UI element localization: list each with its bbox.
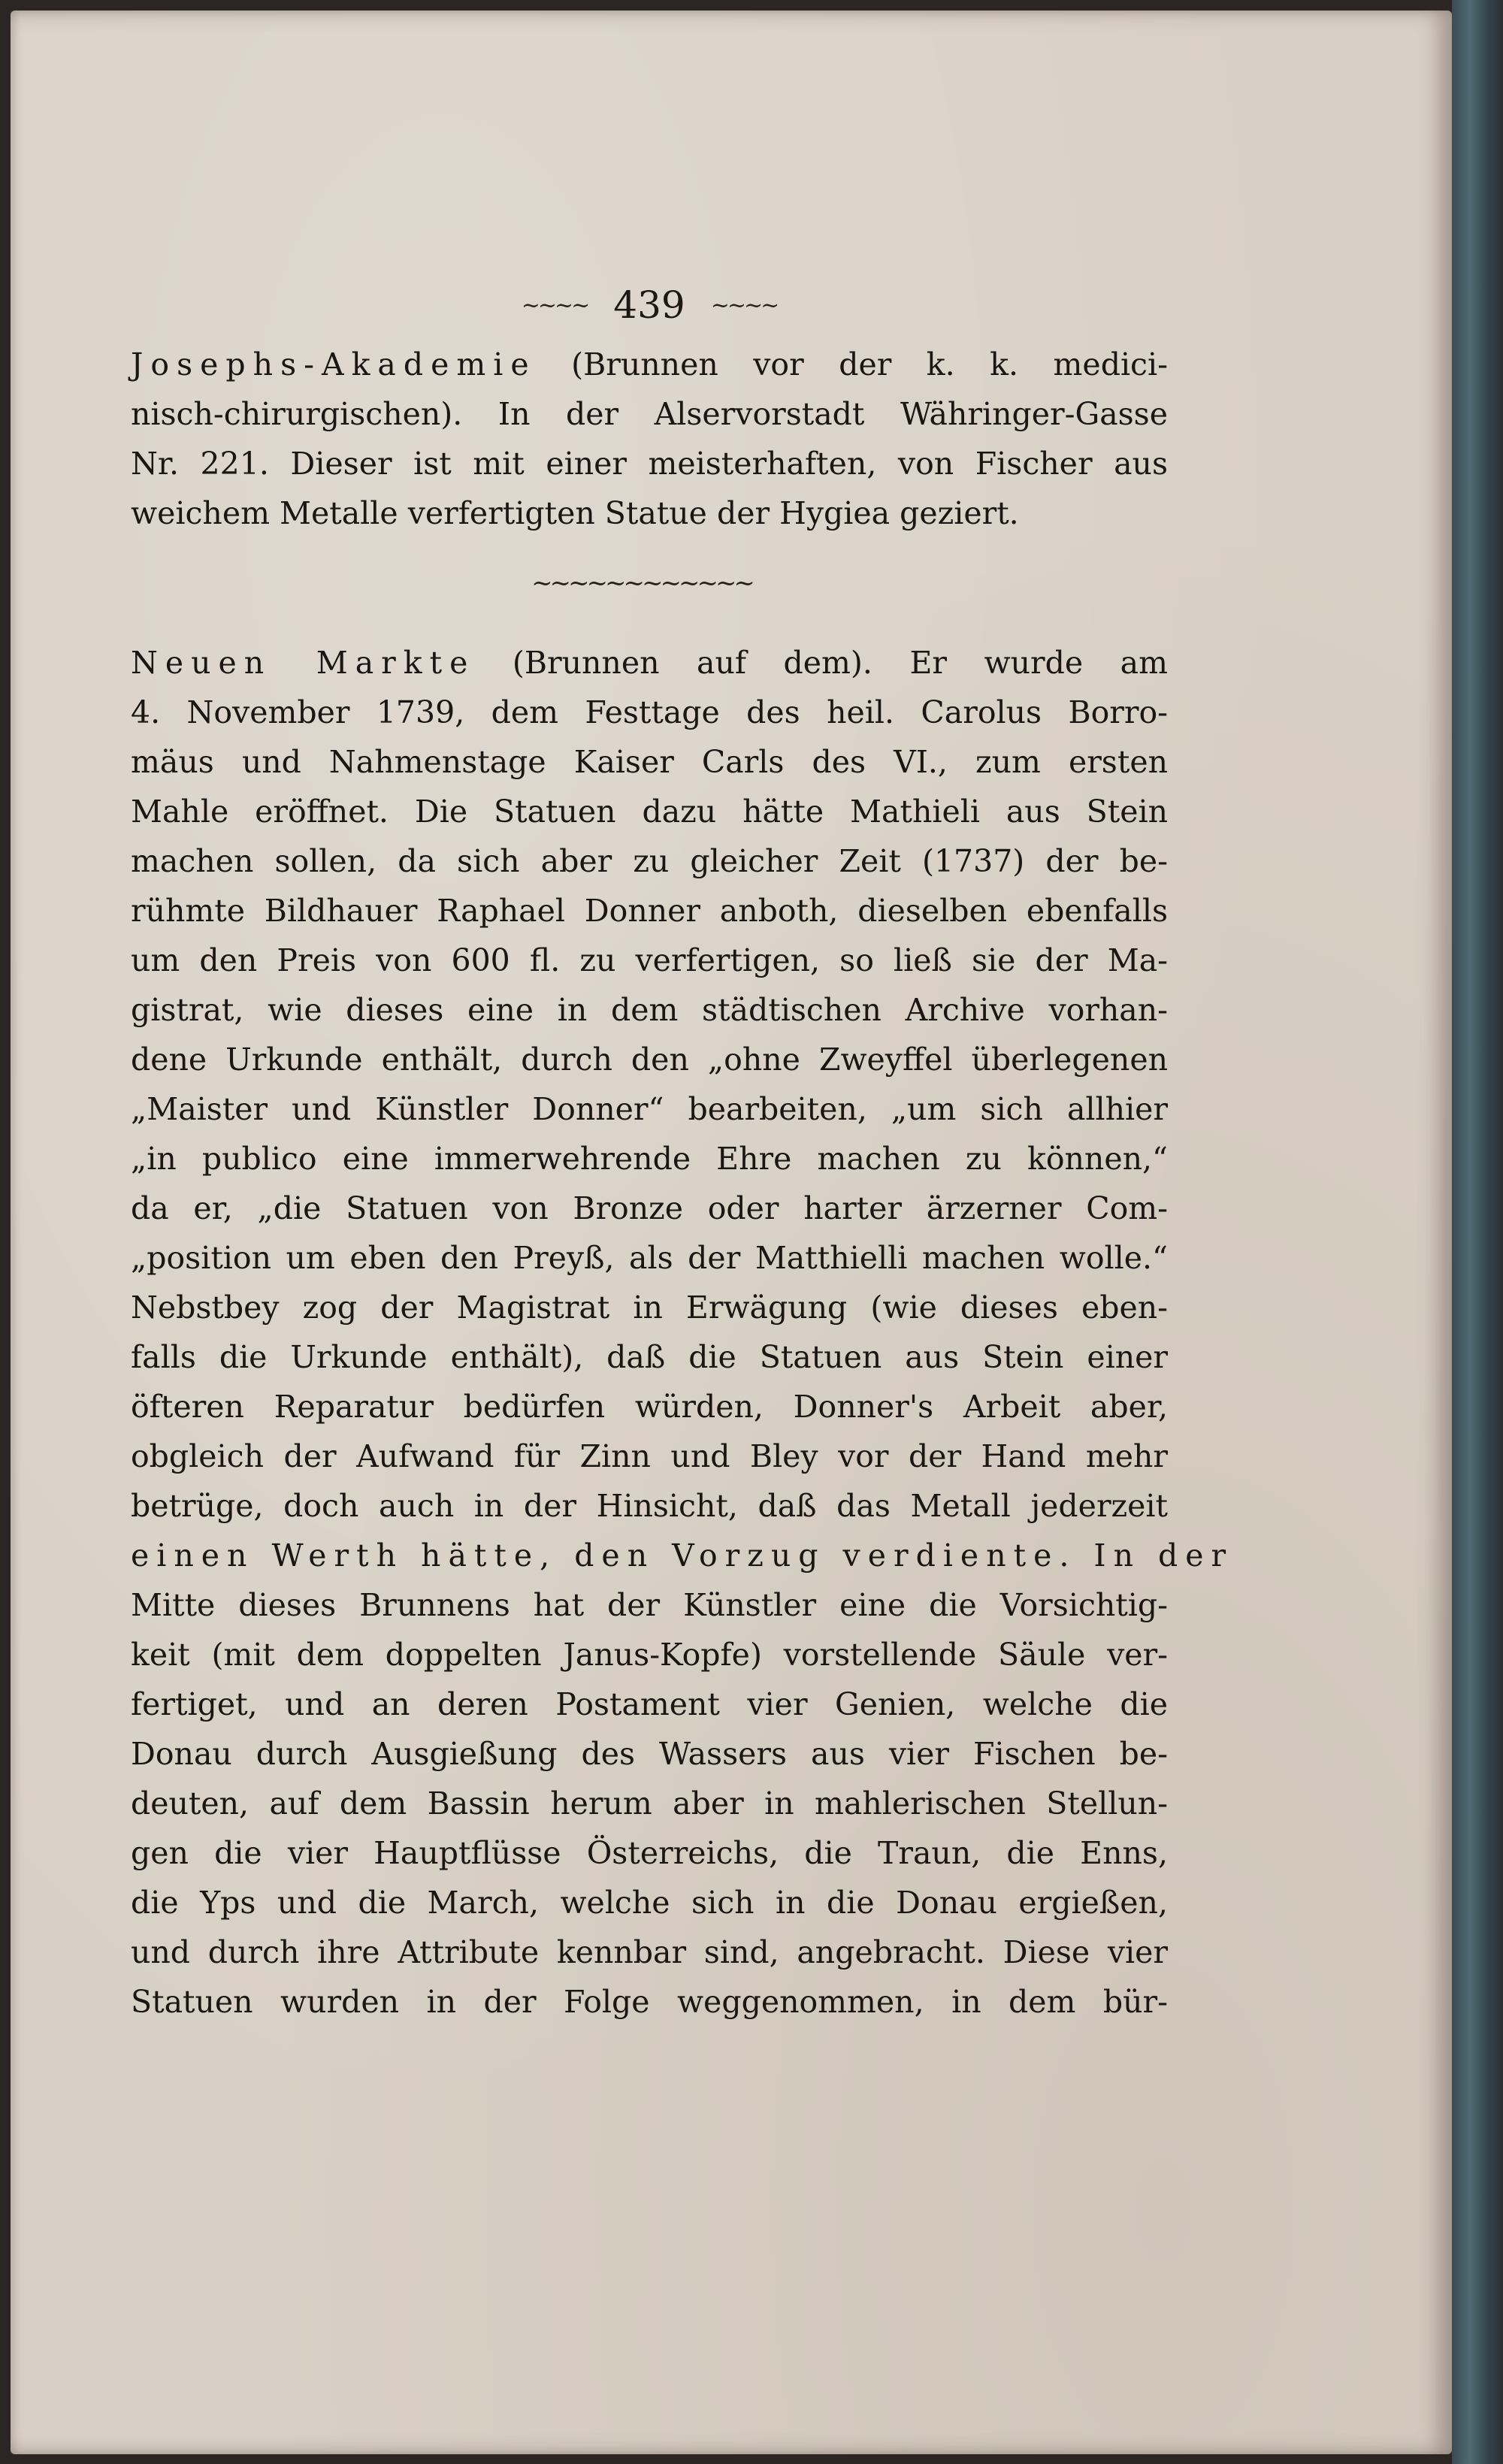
text-line: die Yps und die March, welche sich in die Donau ergießen, <box>131 1885 1168 1921</box>
header-ornament-right: ~~~~ <box>710 292 778 319</box>
text-line: da er, „die Statuen von Bronze oder harter ärzerner Com- <box>131 1190 1168 1226</box>
text-line: dene Urkunde enthält, durch den „ohne Zweyffel überlegenen <box>131 1042 1168 1078</box>
entry-title: Neuen Markte <box>131 645 476 681</box>
text-line: gen die vier Hauptflüsse Österreichs, die Traun, die Enns, <box>131 1835 1168 1871</box>
text-line: falls die Urkunde enthält), daß die Statuen aus Stein einer <box>131 1339 1168 1375</box>
text-line: „Maister und Künstler Donner“ bearbeiten, „um sich allhier <box>131 1091 1168 1127</box>
text-line: öfteren Reparatur bedürfen würden, Donner's Arbeit aber, <box>131 1389 1168 1425</box>
entry-title: Josephs-Akademie <box>131 346 537 382</box>
text-line: und durch ihre Attribute kennbar sind, angebracht. Diese vier <box>131 1934 1168 1970</box>
text-line: machen sollen, da sich aber zu gleicher Zeit (1737) der be- <box>131 843 1168 879</box>
page-number: 439 <box>613 283 685 327</box>
text-line: nisch-chirurgischen). In der Alservorstadt Währinger-Gasse <box>131 396 1168 432</box>
text-line-content: (Brunnen vor der k. k. medici- <box>571 346 1168 382</box>
text-line: deuten, auf dem Bassin herum aber in mahlerischen Stellun- <box>131 1785 1168 1822</box>
text-line: „in publico eine immerwehrende Ehre machen zu können,“ <box>131 1141 1168 1177</box>
text-line: 4. November 1739, dem Festtage des heil. Carolus Borro- <box>131 694 1168 730</box>
text-line: Donau durch Ausgießung des Wassers aus vier Fischen be- <box>131 1736 1168 1772</box>
section-divider-ornament: ~~~~~~~~~~~~ <box>531 568 752 598</box>
text-line: obgleich der Aufwand für Zinn und Bley vor der Hand mehr <box>131 1438 1168 1474</box>
text-line: Statuen wurden in der Folge weggenommen, in dem bür- <box>131 1984 1168 2020</box>
text-line: Nebstbey zog der Magistrat in Erwägung (wie dieses eben- <box>131 1289 1168 1326</box>
text-line: Mitte dieses Brunnens hat der Künstler eine die Vorsichtig- <box>131 1587 1168 1623</box>
text-line: fertiget, und an deren Postament vier Genien, welche die <box>131 1686 1168 1722</box>
text-line <box>131 340 1168 389</box>
text-line: keit (mit dem doppelten Janus-Kopfe) vorstellende Säule ver- <box>131 1637 1168 1673</box>
book-binding-edge <box>1452 0 1503 2464</box>
text-line-content: (Brunnen auf dem). Er wurde am <box>512 645 1168 681</box>
text-line <box>131 638 1168 688</box>
text-line: weichem Metalle verfertigten Statue der Hygiea geziert. <box>131 495 1019 531</box>
text-line: Nr. 221. Dieser ist mit einer meisterhaften, von Fischer aus <box>131 446 1168 482</box>
page-header <box>491 275 807 335</box>
text-line: einen Werth hätte, den Vorzug verdiente. In der <box>131 1537 1234 1574</box>
text-line: rühmte Bildhauer Raphael Donner anboth, dieselben ebenfalls <box>131 893 1168 929</box>
entry-neuen-markte <box>131 638 1234 2027</box>
text-line: mäus und Nahmenstage Kaiser Carls des VI., zum ersten <box>131 744 1168 780</box>
text-line: „position um eben den Preyß, als der Matthielli machen wolle.“ <box>131 1240 1168 1276</box>
text-line: Mahle eröffnet. Die Statuen dazu hätte Mathieli aus Stein <box>131 794 1168 830</box>
text-line: um den Preis von 600 fl. zu verfertigen, so ließ sie der Ma- <box>131 942 1168 978</box>
text-line: betrüge, doch auch in der Hinsicht, daß das Metall jederzeit <box>131 1488 1168 1524</box>
text-line: gistrat, wie dieses eine in dem städtischen Archive vorhan- <box>131 992 1168 1028</box>
entry-josephs-akademie <box>131 340 1168 538</box>
paper-page <box>11 11 1452 2454</box>
header-ornament-left: ~~~~ <box>521 292 588 319</box>
